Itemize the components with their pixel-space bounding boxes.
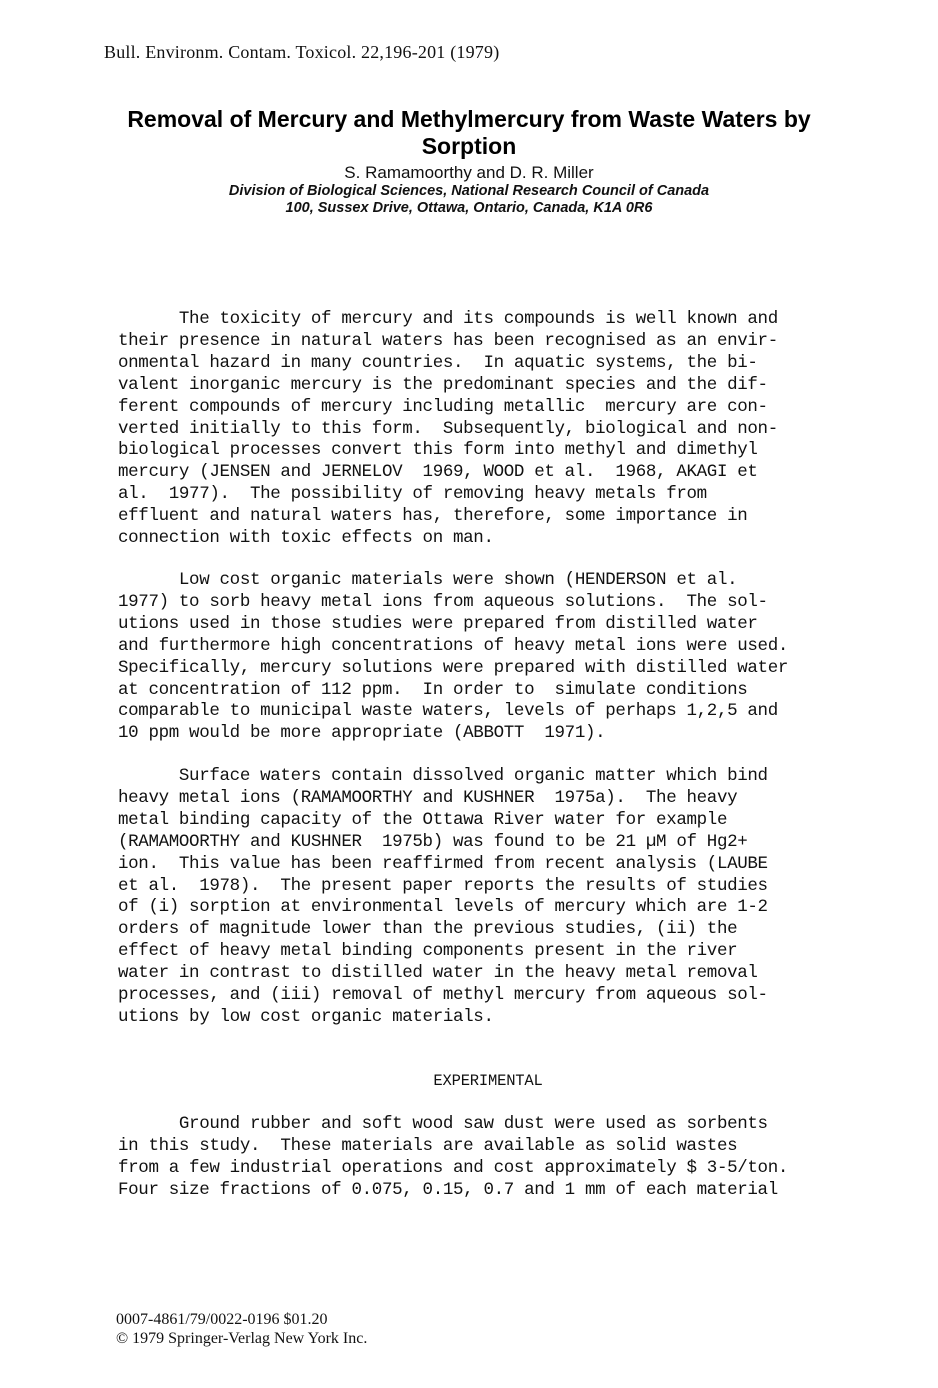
paper-title: Removal of Mercury and Methylmercury from Waste Waters by Sorption	[127, 106, 811, 159]
title-block	[100, 106, 838, 217]
paragraph-introduction: The toxicity of mercury and its compounds is well known and their presence in natural waters has been recognised as an envir- onmental hazard in many countries. In aquatic systems, the bi- valent inorganic mercury is the predominant species and the dif- ferent compounds of mercury including metallic mercury are con- verted initially to this form. Subsequently, biological and non- biological processes convert this form into methyl and dimethyl mercury (JENSEN and JERNELOV 1969, WOOD et al. 1968, AKAGI et al. 1977). The possibility of removing heavy metals from effluent and natural waters has, therefore, some importance in connection with toxic effects on man.	[118, 309, 778, 549]
journal-reference: Bull. Environm. Contam. Toxicol. 22,196-201 (1979)	[104, 42, 500, 62]
authors: S. Ramamoorthy and D. R. Miller	[344, 163, 594, 182]
section-heading-experimental: EXPERIMENTAL	[433, 1072, 543, 1090]
affiliation-line-1: Division of Biological Sciences, National Research Council of Canada	[228, 183, 710, 199]
footer-copyright: © 1979 Springer-Verlag New York Inc.	[116, 1330, 368, 1347]
affiliation-line-2: 100, Sussex Drive, Ottawa, Ontario, Canada, K1A 0R6	[285, 200, 653, 216]
paragraph-surface-waters: Surface waters contain dissolved organic matter which bind heavy metal ions (RAMAMOORTHY and KUSHNER 1975a). The heavy metal binding capacity of the Ottawa River water for example (RAMAMOORTHY and KUSHNER 1975b) was found to be 21 µM of Hg2+ ion. This value has been reaffirmed from recent analysis (LAUBE et al. 1978). The present paper reports the results of studies of (i) sorption at environmental levels of mercury which are 1-2 orders of magnitude lower than the previous studies, (ii) the effect of heavy metal binding components present in the river water in contrast to distilled water in the heavy metal removal processes, and (iii) removal of methyl mercury from aqueous sol- utions by low cost organic materials.	[118, 766, 768, 1027]
paragraph-low-cost-materials: Low cost organic materials were shown (HENDERSON et al. 1977) to sorb heavy metal ions from aqueous solutions. The sol- utions used in those studies were prepared from distilled water and furthermore high concentrations of heavy metal ions were used. Specifically, mercury solutions were prepared with distilled water at concentration of 112 ppm. In order to simulate conditions comparable to municipal waste waters, levels of perhaps 1,2,5 and 10 ppm would be more appropriate (ABBOTT 1971).	[118, 570, 789, 744]
footer	[116, 1310, 367, 1348]
footer-code: 0007-4861/79/0022-0196 $01.20	[116, 1311, 328, 1328]
paragraph-experimental: Ground rubber and soft wood saw dust were used as sorbents in this study. These materials are available as solid wastes from a few industrial operations and cost approximately $ 3-5/ton. Four size fractions of 0.075, 0.15, 0.7 and 1 mm of each material	[118, 1114, 789, 1200]
